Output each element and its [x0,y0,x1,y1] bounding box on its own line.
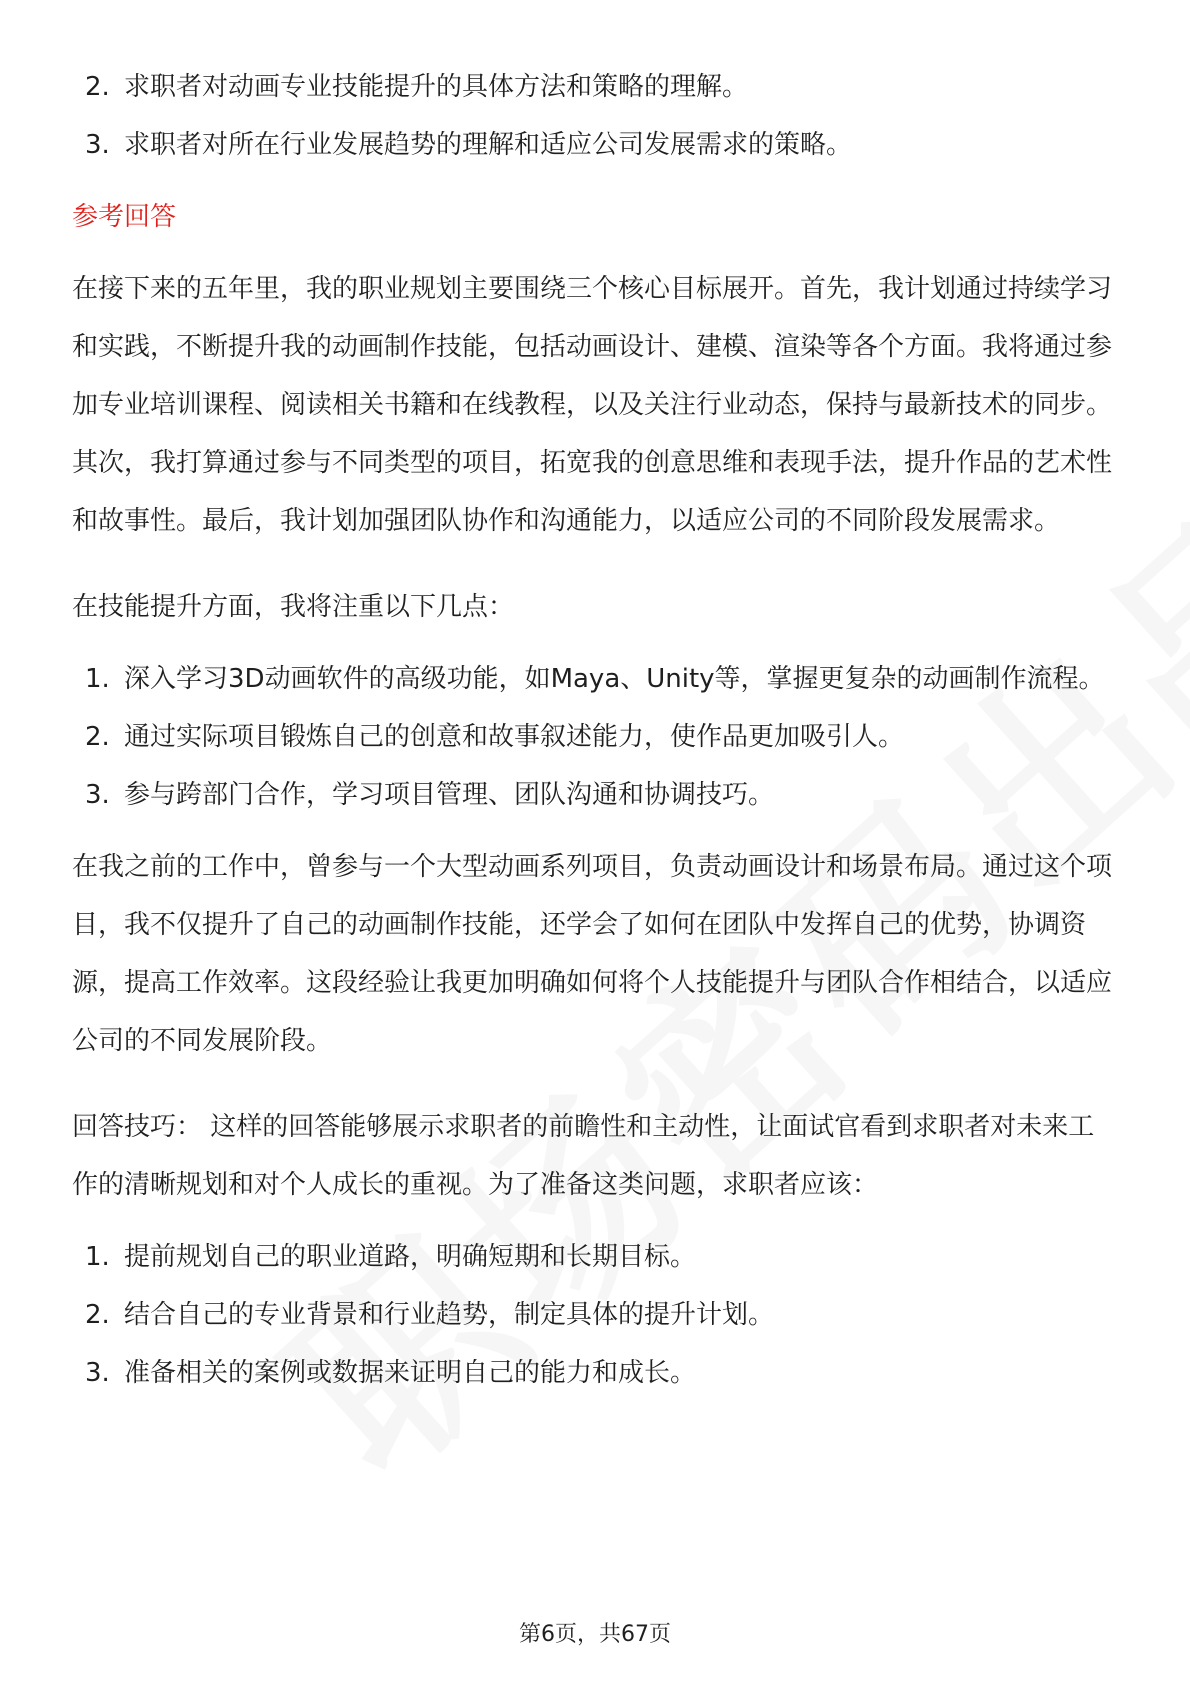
paragraph-tips: 回答技巧： 这样的回答能够展示求职者的前瞻性和主动性，让面试官看到求职者对未来工作的清晰规划和对个人成长的重视。为了准备这类问题，求职者应该： [72,1112,1095,1200]
list-item-number: 3. [85,130,110,160]
list-item [72,1228,1118,1286]
list-item-number: 3. [85,780,110,810]
list-item-number: 2. [85,722,110,752]
page-number-footer: 第6页，共67页 [519,1622,671,1647]
list-item-text: 参与跨部门合作，学习项目管理、团队沟通和协调技巧。 [124,780,775,810]
list-item-text: 求职者对动画专业技能提升的具体方法和策略的理解。 [124,72,749,102]
paragraph-experience: 在我之前的工作中，曾参与一个大型动画系列项目，负责动画设计和场景布局。通过这个项目，我不仅提升了自己的动画制作技能，还学会了如何在团队中发挥自己的优势，协调资源，提高工作效率。这段经验让我更加明确如何将个人技能提升与团队合作相结合，以适应公司的不同发展阶段。 [72,852,1113,1056]
list-item [72,650,1118,708]
list-item-text: 结合自己的专业背景和行业趋势，制定具体的提升计划。 [124,1300,775,1330]
top-list [72,58,1118,174]
list-item [72,1286,1118,1344]
list-item-text: 求职者对所在行业发展趋势的理解和适应公司发展需求的策略。 [124,130,853,160]
spacer [72,824,1118,838]
skill-list [72,650,1118,824]
section-heading: 参考回答 [72,202,177,232]
paragraph-skills-intro: 在技能提升方面，我将注重以下几点： [72,592,515,622]
list-item-number: 3. [85,1358,110,1388]
page-content [72,58,1118,1402]
spacer [72,550,1118,578]
list-item-number: 2. [85,1300,110,1330]
list-item-number: 1. [85,1242,110,1272]
list-item-text: 准备相关的案例或数据来证明自己的能力和成长。 [124,1358,697,1388]
list-item [72,708,1118,766]
list-item-text: 深入学习3D动画软件的高级功能，如Maya、Unity等，掌握更复杂的动画制作流程。 [124,664,1105,694]
list-item-text: 提前规划自己的职业道路，明确短期和长期目标。 [124,1242,697,1272]
list-item-number: 1. [85,664,110,694]
spacer [72,636,1118,650]
paragraph-answer: 在接下来的五年里，我的职业规划主要围绕三个核心目标展开。首先，我计划通过持续学习和实践，不断提升我的动画制作技能，包括动画设计、建模、渲染等各个方面。我将通过参加专业培训课程、阅读相关书籍和在线教程，以及关注行业动态，保持与最新技术的同步。其次，我打算通过参与不同类型的项目，拓宽我的创意思维和表现手法，提升作品的艺术性和故事性。最后，我计划加强团队协作和沟通能力，以适应公司的不同阶段发展需求。 [72,274,1113,536]
list-item [72,1344,1118,1402]
spacer [72,1214,1118,1228]
list-item-text: 通过实际项目锻炼自己的创意和故事叙述能力，使作品更加吸引人。 [124,722,905,752]
list-item [72,116,1118,174]
list-item-number: 2. [85,72,110,102]
spacer [72,1070,1118,1098]
list-item [72,766,1118,824]
list-item [72,58,1118,116]
tips-list [72,1228,1118,1402]
